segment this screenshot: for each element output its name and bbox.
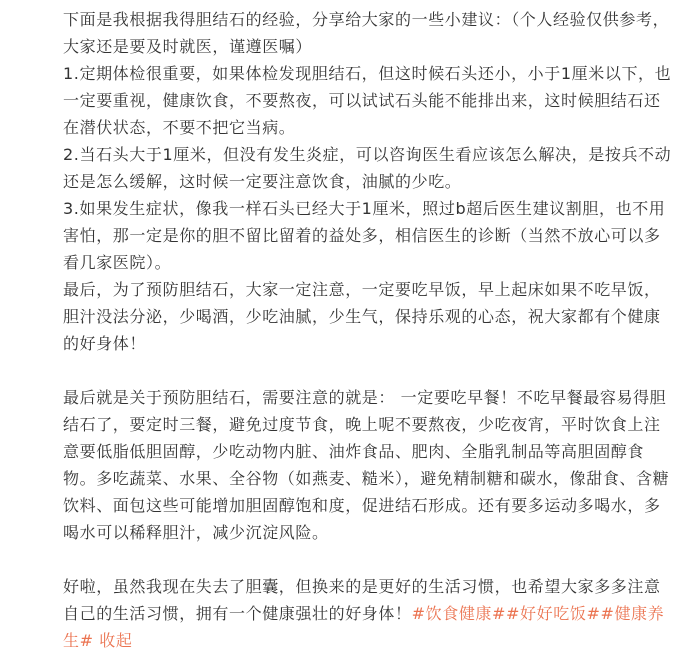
collapse-link[interactable]: 收起	[99, 631, 133, 650]
intro-paragraph: 下面是我根据我得胆结石的经验，分享给大家的一些小建议：（个人经验仅供参考，大家还是要及时就医，谨遵医嘱）	[63, 10, 670, 56]
final-paragraph	[63, 573, 675, 654]
paragraph-spacer	[63, 546, 675, 573]
hashtag-link[interactable]: #饮食健康#	[411, 604, 507, 623]
tip-3-paragraph: 3.如果发生症状，像我一样石头已经大于1厘米，照过b超后医生建议割胆，也不用害怕，那一定是你的胆不留比留着的益处多，相信医生的诊断（当然不放心可以多看几家医院）。	[63, 199, 666, 272]
closing-paragraph: 最后，为了预防胆结石，大家一定注意，一定要吃早饭，早上起床如果不吃早饭，胆汁没法分泌，少喝酒，少吃油腻，少生气，保持乐观的心态，祝大家都有个健康的好身体！	[63, 280, 661, 353]
final-text: 好啦，虽然我现在失去了胆囊，但换来的是更好的生活习惯，也希望大家多多注意自己的生活习惯，拥有一个健康强壮的好身体！	[63, 577, 661, 623]
hashtag-link[interactable]: #好好吃饭#	[506, 604, 601, 623]
prevention-paragraph: 最后就是关于预防胆结石，需要注意的就是： 一定要吃早餐！不吃早餐最容易得胆结石了，要定时三餐，避免过度节食，晚上呢不要熬夜，少吃夜宵，平时饮食上注意要低脂低胆固醇，少吃动物内脏、油炸食品、肥肉、全脂乳制品等高胆固醇食物。多吃蔬菜、水果、全谷物（如燕麦、糙米），避免精制糖和碳水，像甜食、含糖饮料、面包这些可能增加胆固醇饱和度，促进结石形成。还有要多运动多喝水，多喝水可以稀释胆汁，减少沉淀风险。	[63, 388, 670, 542]
post-content	[63, 6, 675, 654]
tip-1-paragraph: 1.定期体检很重要，如果体检发现胆结石，但这时候石头还小，小于1厘米以下，也一定要重视，健康饮食，不要熬夜，可以试试石头能不能排出来，这时候胆结石还在潜伏状态，不要不把它当病。	[63, 64, 672, 137]
paragraph-spacer	[63, 357, 675, 384]
hashtag-link[interactable]: #健康养生#	[63, 604, 665, 650]
tip-2-paragraph: 2.当石头大于1厘米，但没有发生炎症，可以咨询医生看应该怎么解决，是按兵不动还是怎么缓解，这时候一定要注意饮食，油腻的少吃。	[63, 145, 672, 191]
